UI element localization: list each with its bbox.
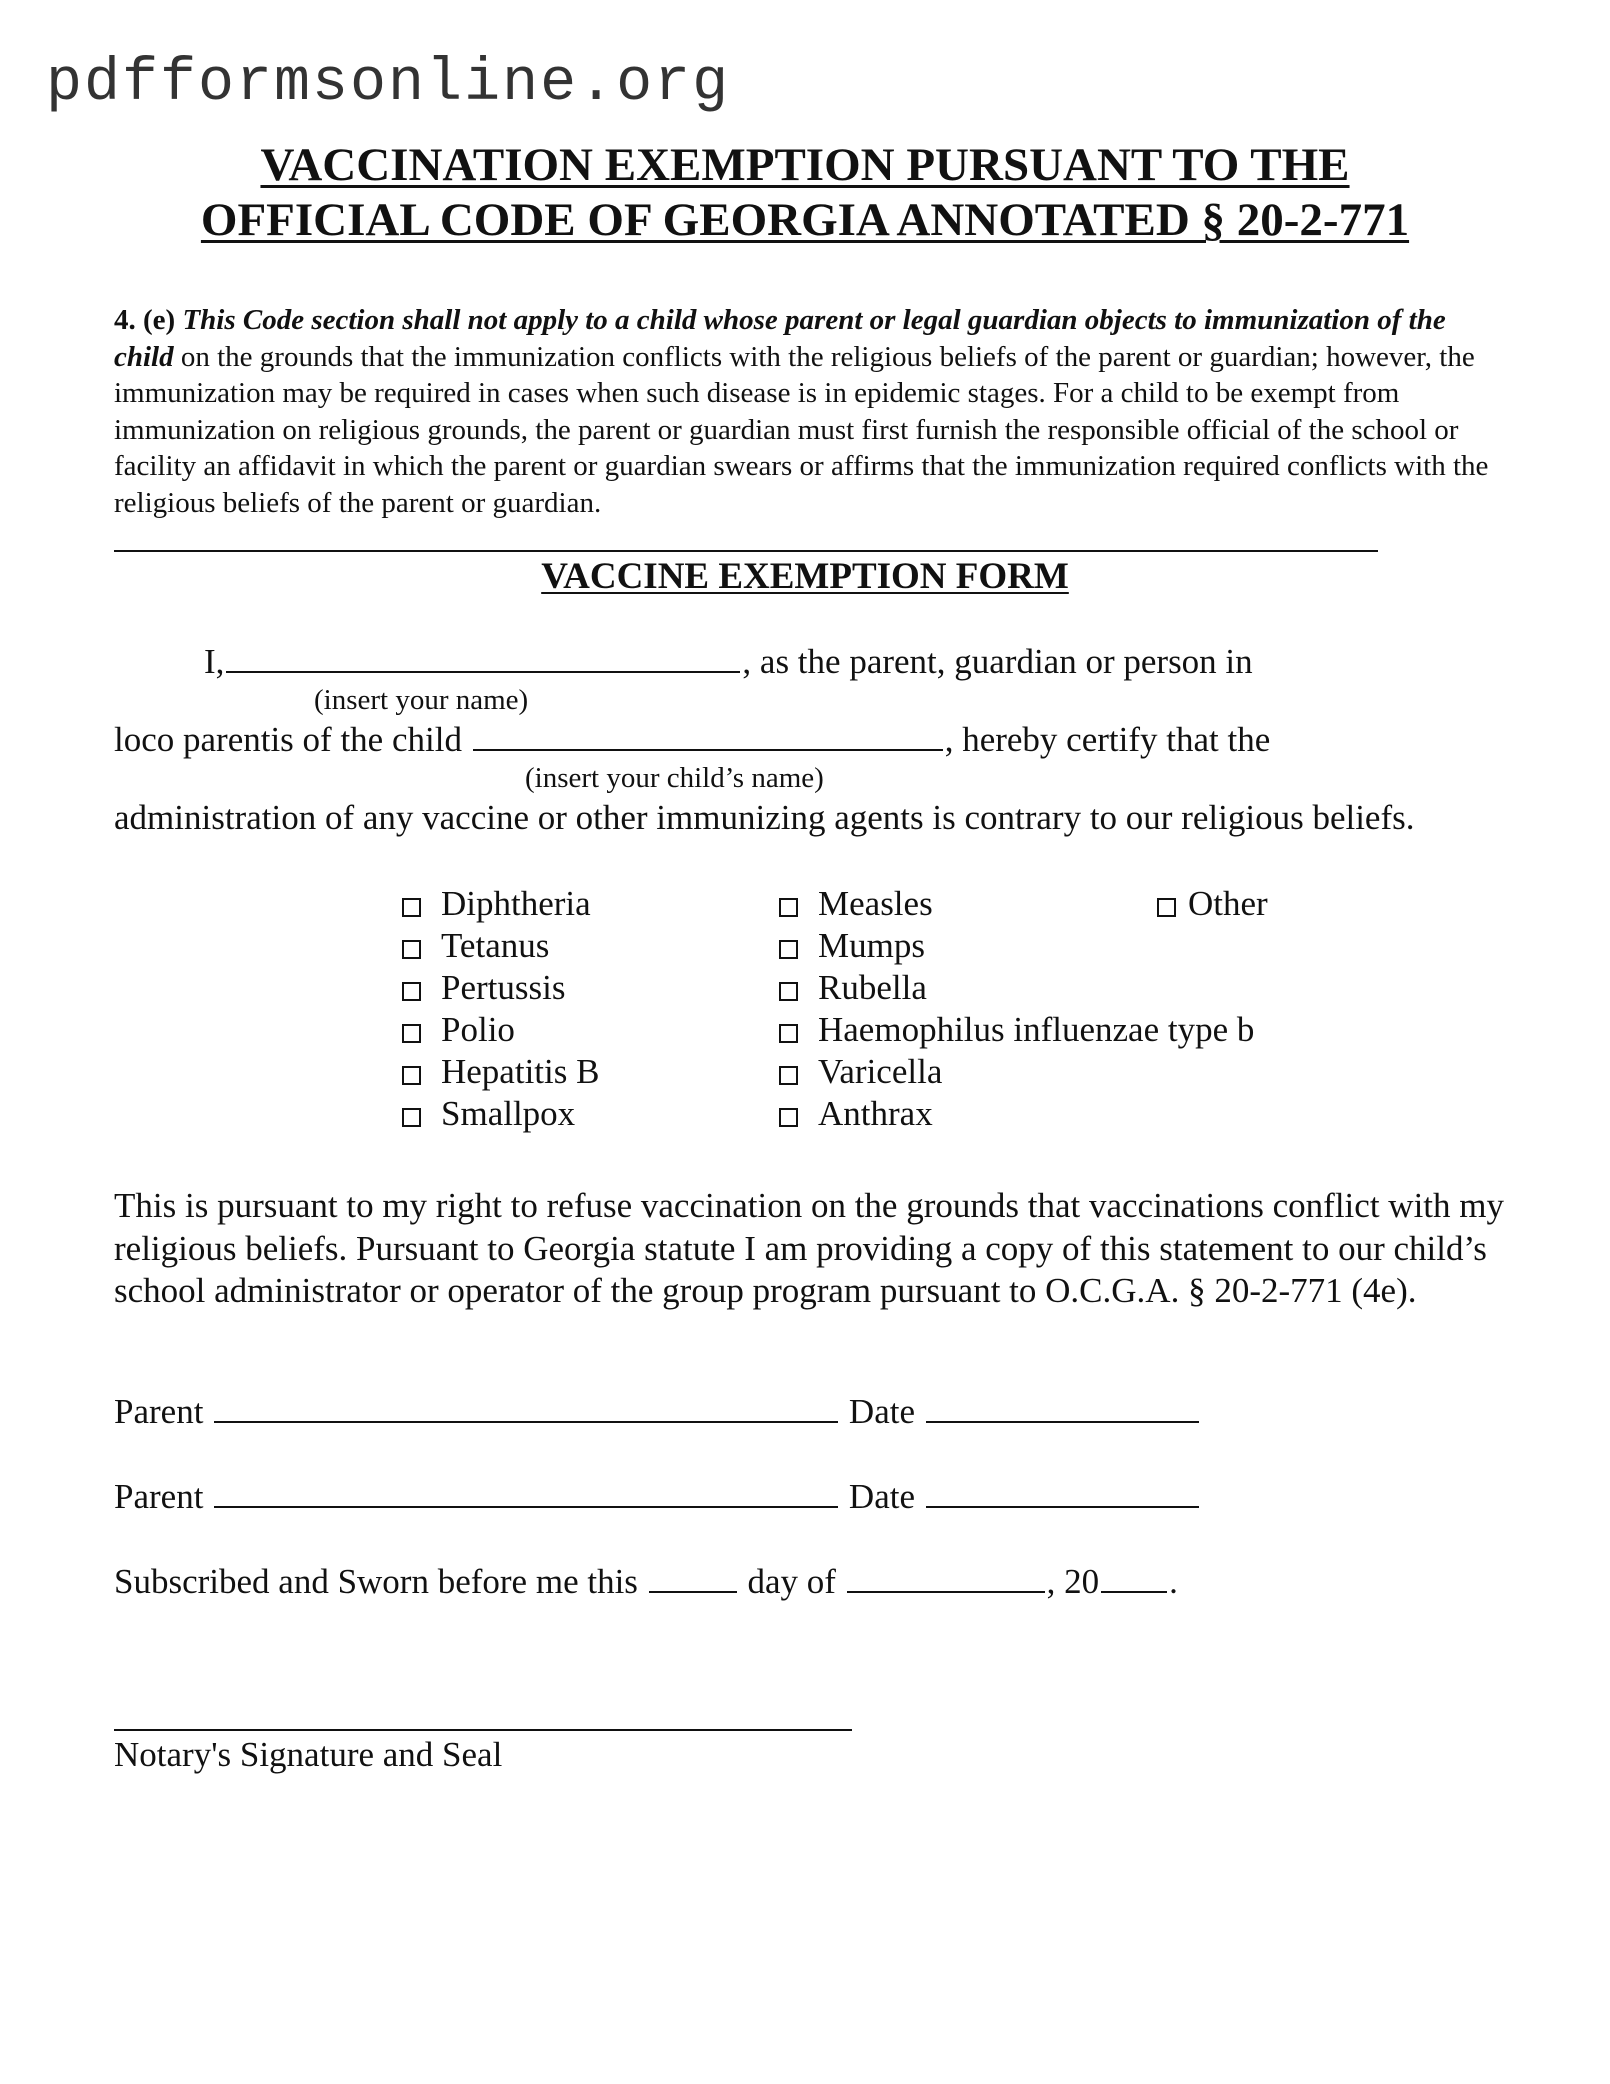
date-field-1[interactable]	[926, 1420, 1199, 1423]
pursuant-statement: This is pursuant to my right to refuse vaccination on the grounds that vaccinations conflict with my religious beliefs. Pursuant to Georgia statute I am providing a copy of this statement to our child’s school administrator or operator of the group program pursuant to O.C.G.A. § 20-2-771 (4e).	[114, 1186, 1504, 1310]
vaccine-label: Haemophilus influenzae type b	[818, 1010, 1255, 1049]
date-label: Date	[848, 1392, 915, 1431]
vaccine-checkbox-hib[interactable]	[779, 1010, 1254, 1050]
certify-line-3: administration of any vaccine or other immunizing agents is contrary to our religious beliefs.	[114, 798, 1415, 837]
vaccine-checkbox-measles[interactable]	[779, 884, 933, 924]
vaccine-checkbox-varicella[interactable]	[779, 1052, 942, 1092]
watermark: pdfformsonline.org	[46, 50, 731, 118]
vaccine-label: Polio	[441, 1010, 515, 1049]
parent-label: Parent	[114, 1392, 204, 1431]
parent-label: Parent	[114, 1477, 204, 1516]
parent-signature-row-1	[114, 1392, 1201, 1432]
checkbox-icon[interactable]	[779, 1108, 798, 1127]
notary-signature-field[interactable]	[114, 1729, 852, 1731]
hint-your-name: (insert your name)	[314, 684, 529, 716]
vaccine-checkbox-diphtheria[interactable]	[402, 884, 591, 924]
checkbox-icon[interactable]	[1157, 898, 1176, 917]
sworn-row	[114, 1562, 1178, 1602]
vaccine-label: Smallpox	[441, 1094, 576, 1133]
vaccine-label: Pertussis	[441, 968, 566, 1007]
statute-emphasis: This Code section shall not apply to a child whose parent or legal guardian objects to immunization of the child	[114, 304, 1446, 373]
page-title-line-1: VACCINATION EXEMPTION PURSUANT TO THE	[260, 139, 1350, 191]
vaccine-checkbox-anthrax[interactable]	[779, 1094, 933, 1134]
loco-parentis-suffix: , hereby certify that the	[944, 720, 1271, 759]
certify-suffix: , as the parent, guardian or person in	[742, 642, 1253, 681]
form-title: VACCINE EXEMPTION FORM	[541, 556, 1069, 597]
vaccine-label: Diphtheria	[441, 884, 591, 923]
certify-line-2	[114, 720, 1270, 760]
checkbox-icon[interactable]	[402, 898, 421, 917]
vaccine-checkbox-smallpox[interactable]	[402, 1094, 575, 1134]
checkbox-icon[interactable]	[779, 940, 798, 959]
vaccine-label: Hepatitis B	[441, 1052, 600, 1091]
sworn-end: .	[1169, 1562, 1178, 1601]
statute-body: on the grounds that the immunization conflicts with the religious beliefs of the parent or guardian; however, the immunization may be required in cases when such disease is in epidemic stages. For a child to be exempt from immunization on religious grounds, the parent or guardian must first furnish the responsible official of the school or facility an affidavit in which the parent or guardian swears or affirms that the immunization required conflicts with the religious beliefs of the parent or guardian.	[114, 340, 1489, 519]
vaccine-label: Mumps	[818, 926, 925, 965]
vaccine-checkbox-mumps[interactable]	[779, 926, 925, 966]
sworn-year-field[interactable]	[1101, 1590, 1167, 1593]
checkbox-icon[interactable]	[402, 982, 421, 1001]
certify-prefix: I,	[204, 642, 225, 681]
parent-signature-field-2[interactable]	[214, 1505, 838, 1508]
vaccine-checkbox-other[interactable]	[1157, 884, 1268, 924]
sworn-year-prefix: , 20	[1046, 1562, 1100, 1601]
loco-parentis-prefix: loco parentis of the child	[114, 720, 462, 759]
checkbox-icon[interactable]	[402, 1024, 421, 1043]
sworn-middle: day of	[747, 1562, 836, 1601]
parent-signature-row-2	[114, 1477, 1201, 1517]
sworn-month-field[interactable]	[847, 1590, 1045, 1593]
checkbox-icon[interactable]	[779, 1024, 798, 1043]
checkbox-icon[interactable]	[402, 940, 421, 959]
statute-text	[114, 302, 1504, 522]
notary-label: Notary's Signature and Seal	[114, 1735, 503, 1774]
date-label: Date	[848, 1477, 915, 1516]
page-title-line-2: OFFICIAL CODE OF GEORGIA ANNOTATED § 20-2-771	[200, 194, 1410, 246]
child-name-field[interactable]	[473, 748, 943, 751]
vaccine-checkbox-polio[interactable]	[402, 1010, 515, 1050]
vaccine-label: Tetanus	[441, 926, 550, 965]
checkbox-icon[interactable]	[779, 982, 798, 1001]
checkbox-icon[interactable]	[402, 1066, 421, 1085]
section-divider	[114, 550, 1378, 552]
vaccine-label: Varicella	[818, 1052, 943, 1091]
certify-line-1	[204, 642, 1253, 682]
statute-lead: 4. (e)	[114, 304, 176, 336]
checkbox-icon[interactable]	[779, 898, 798, 917]
vaccine-label: Measles	[818, 884, 933, 923]
vaccine-checkbox-rubella[interactable]	[779, 968, 927, 1008]
vaccine-label: Rubella	[818, 968, 927, 1007]
checkbox-icon[interactable]	[779, 1066, 798, 1085]
vaccine-checkbox-pertussis[interactable]	[402, 968, 565, 1008]
hint-child-name: (insert your child’s name)	[525, 762, 824, 794]
sworn-day-field[interactable]	[649, 1590, 737, 1593]
vaccine-checkbox-tetanus[interactable]	[402, 926, 549, 966]
parent-name-field[interactable]	[226, 670, 740, 673]
vaccine-label: Other	[1188, 884, 1268, 923]
checkbox-icon[interactable]	[402, 1108, 421, 1127]
vaccine-checkbox-hepatitis-b[interactable]	[402, 1052, 599, 1092]
parent-signature-field-1[interactable]	[214, 1420, 838, 1423]
vaccine-label: Anthrax	[818, 1094, 933, 1133]
date-field-2[interactable]	[926, 1505, 1199, 1508]
sworn-prefix: Subscribed and Sworn before me this	[114, 1562, 638, 1601]
